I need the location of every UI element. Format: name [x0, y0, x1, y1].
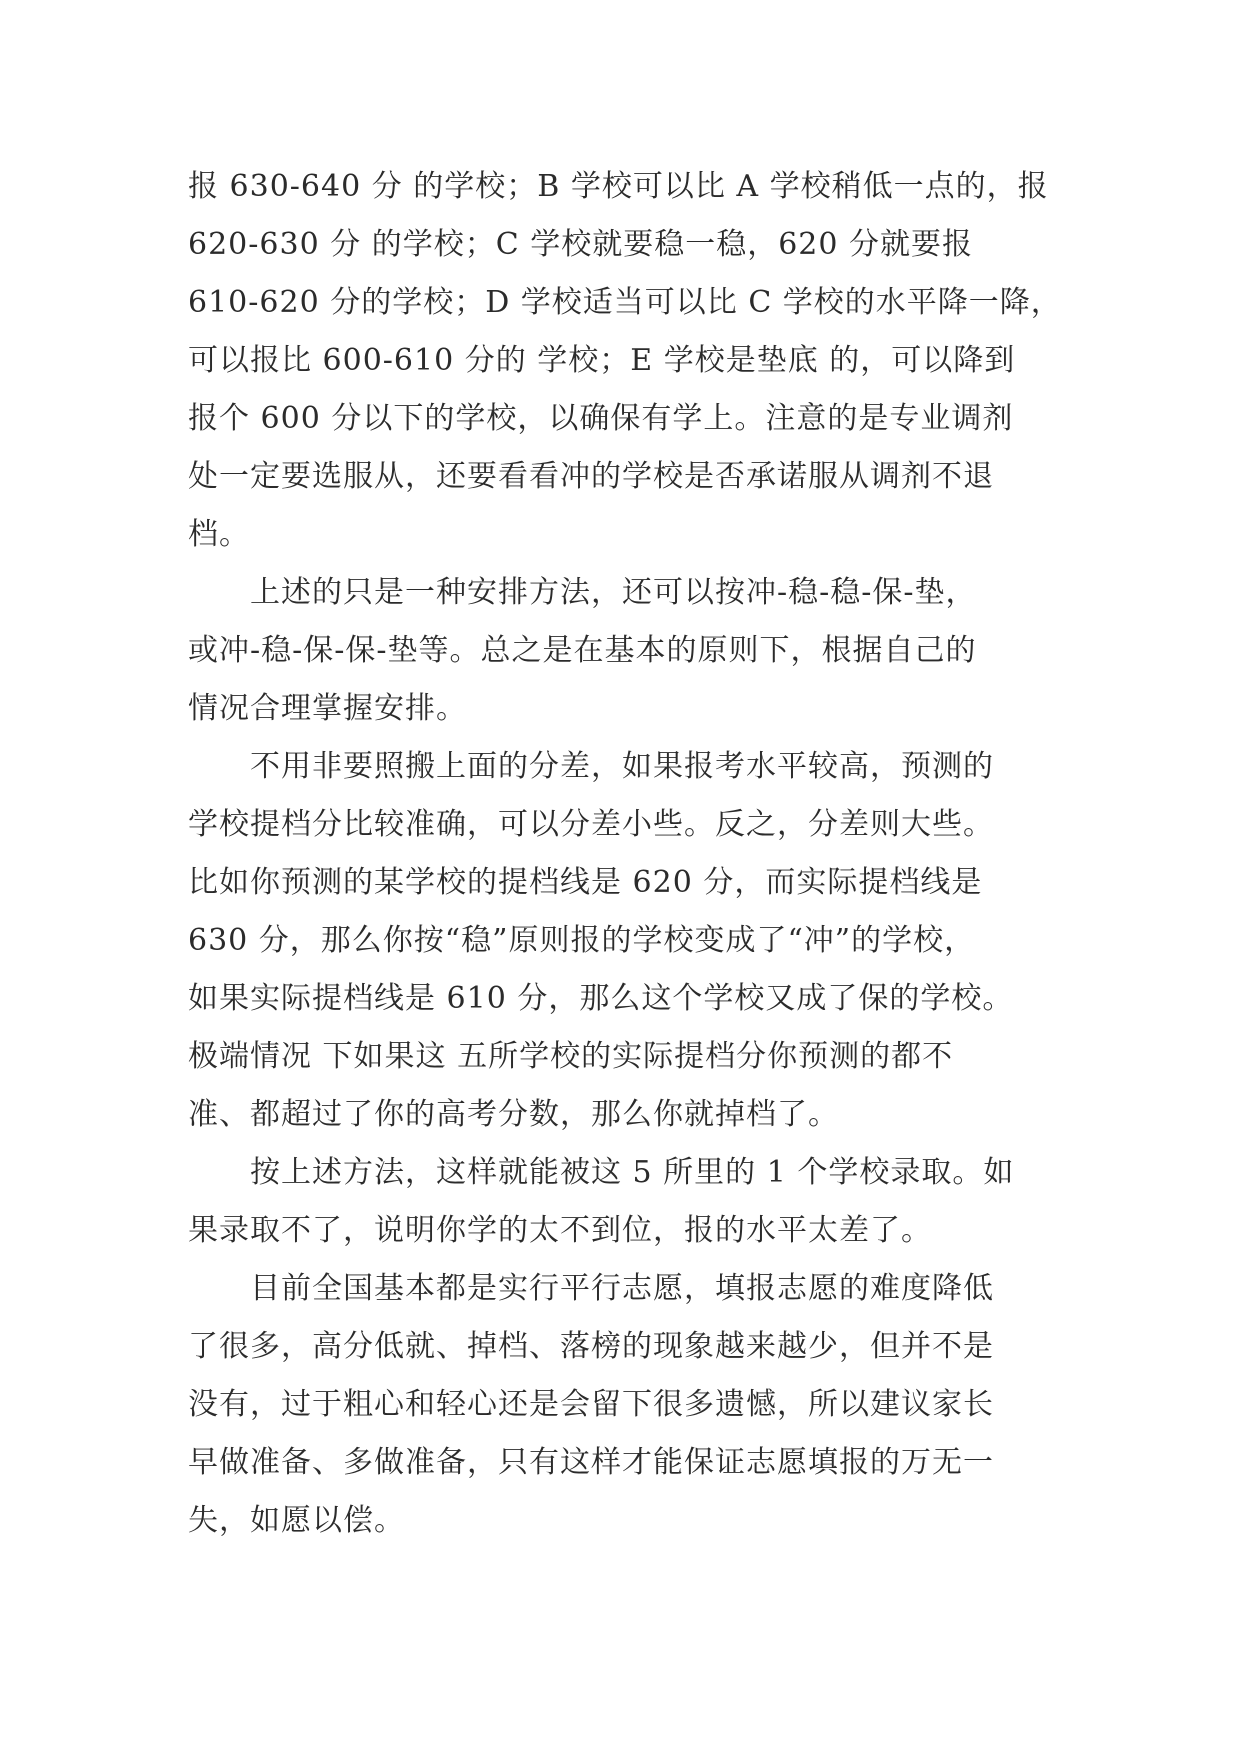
text-line: 目前全国基本都是实行平行志愿，填报志愿的难度降低: [188, 1271, 994, 1306]
text-line: 了很多，高分低就、掉档、落榜的现象越来越少，但并不是: [188, 1329, 994, 1364]
text-line: 可以报比 600-610 分的 学校；E 学校是垫底 的，可以降到: [188, 343, 1016, 378]
text-line: 或冲-稳-保-保-垫等。总之是在基本的原则下，根据自己的: [188, 633, 977, 668]
text-line: 极端情况 下如果这 五所学校的实际提档分你预测的都不: [188, 1039, 954, 1074]
text-line: 情况合理掌握安排。: [188, 691, 467, 726]
text-line: 比如你预测的某学校的提档线是 620 分，而实际提档线是: [188, 865, 983, 900]
text-line: 档。: [188, 517, 250, 552]
text-line: 早做准备、多做准备，只有这样才能保证志愿填报的万无一: [188, 1445, 994, 1480]
body-text: [188, 158, 1062, 1550]
text-line: 不用非要照搬上面的分差，如果报考水平较高，预测的: [188, 749, 994, 784]
text-line: 报 630-640 分 的学校；B 学校可以比 A 学校稍低一点的，报: [188, 169, 1049, 204]
text-line: 报个 600 分以下的学校，以确保有学上。注意的是专业调剂: [188, 401, 1014, 436]
text-line: 准、都超过了你的高考分数，那么你就掉档了。: [188, 1097, 839, 1132]
text-line: 果录取不了，说明你学的太不到位，报的水平太差了。: [188, 1213, 932, 1248]
text-line: 630 分，那么你按“稳”原则报的学校变成了“冲”的学校，: [188, 923, 976, 958]
text-line: 如果实际提档线是 610 分，那么这个学校又成了保的学校。: [188, 981, 1014, 1016]
text-line: 没有，过于粗心和轻心还是会留下很多遗憾，所以建议家长: [188, 1387, 994, 1422]
text-line: 学校提档分比较准确，可以分差小些。反之，分差则大些。: [188, 807, 994, 842]
text-line: 610-620 分的学校；D 学校适当可以比 C 学校的水平降一降，: [188, 285, 1062, 320]
text-line: 失，如愿以偿。: [188, 1503, 405, 1538]
text-line: 620-630 分 的学校；C 学校就要稳一稳，620 分就要报: [188, 227, 974, 262]
text-line: 按上述方法，这样就能被这 5 所里的 1 个学校录取。如: [188, 1155, 1015, 1190]
text-line: 处一定要选服从，还要看看冲的学校是否承诺服从调剂不退: [188, 459, 994, 494]
text-line: 上述的只是一种安排方法，还可以按冲-稳-稳-保-垫，: [188, 575, 977, 610]
